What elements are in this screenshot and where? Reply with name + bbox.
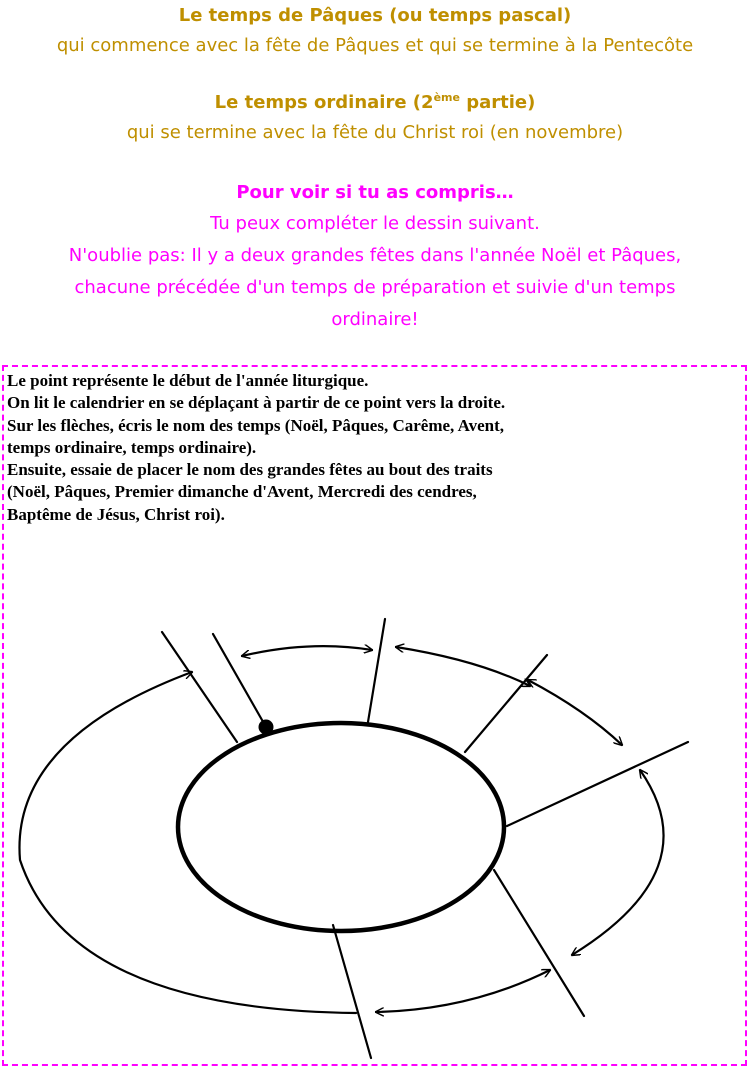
ordinaire-subtitle: qui se termine avec la fête du Christ roi (en novembre) <box>126 122 624 143</box>
ordinaire-title-main: Le temps ordinaire (2 <box>214 92 434 113</box>
quiz-line-4: ordinaire! <box>331 309 419 330</box>
feast-line-6[interactable] <box>494 870 584 1016</box>
season-arrow-6[interactable] <box>19 672 356 1013</box>
year-start-dot <box>259 720 274 735</box>
quiz-line-1: Tu peux compléter le dessin suivant. <box>210 213 540 234</box>
feast-line-4[interactable] <box>465 655 547 752</box>
feast-line-7[interactable] <box>333 925 371 1058</box>
instruction-line: Le point représente le début de l'année liturgique. <box>7 371 369 390</box>
instruction-line: Baptême de Jésus, Christ roi). <box>7 504 225 524</box>
feast-line-3[interactable] <box>368 619 385 722</box>
instruction-line: temps ordinaire, temps ordinaire). <box>7 437 257 457</box>
season-arrow-1[interactable] <box>242 646 372 656</box>
paques-title: Le temps de Pâques (ou temps pascal) <box>178 5 572 26</box>
season-arrow-5[interactable] <box>376 970 550 1012</box>
quiz-line-3: chacune précédée d'un temps de préparation et suivie d'un temps <box>74 277 676 298</box>
season-arrow-2[interactable] <box>396 647 530 686</box>
feast-line-2[interactable] <box>213 634 266 727</box>
instruction-line: (Noël, Pâques, Premier dimanche d'Avent, Mercredi des cendres, <box>7 482 477 502</box>
instruction-line: On lit le calendrier en se déplaçant à partir de ce point vers la droite. <box>7 393 506 413</box>
year-ellipse <box>178 723 504 931</box>
quiz-line-2: N'oublie pas: Il y a deux grandes fêtes dans l'année Noël et Pâques, <box>68 245 682 266</box>
instruction-line: Ensuite, essaie de placer le nom des grandes fêtes au bout des traits <box>7 460 493 480</box>
season-arrow-3[interactable] <box>528 680 622 745</box>
feast-line-1[interactable] <box>162 632 237 742</box>
season-arrow-4[interactable] <box>572 770 664 955</box>
ordinaire-title-end: partie) <box>459 92 536 113</box>
ordinaire-title-sup: ème <box>433 91 460 104</box>
instruction-line: Sur les flèches, écris le nom des temps (Noël, Pâques, Carême, Avent, <box>7 415 505 435</box>
paques-subtitle: qui commence avec la fête de Pâques et qui se termine à la Pentecôte <box>56 35 694 56</box>
quiz-title: Pour voir si tu as compris… <box>236 182 514 203</box>
